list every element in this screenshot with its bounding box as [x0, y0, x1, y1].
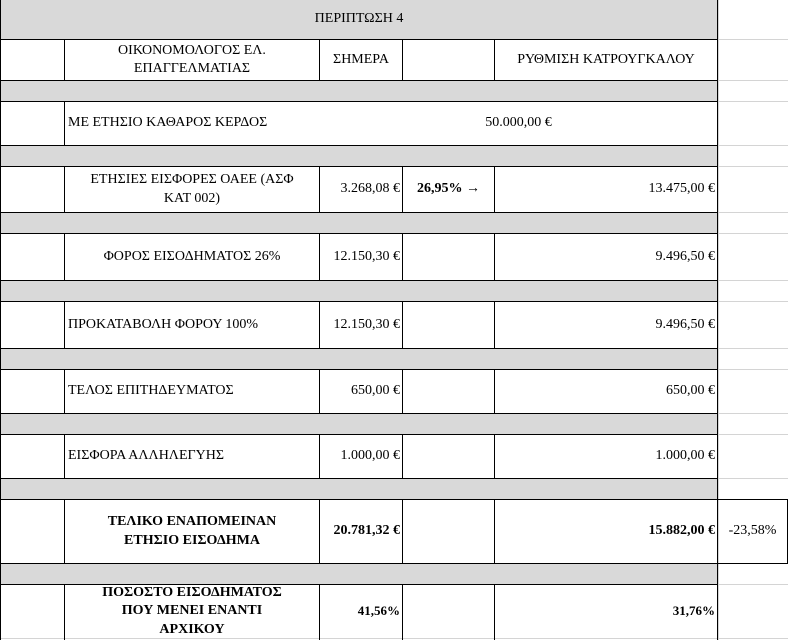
row-label-oaee: ΕΤΗΣΙΕΣ ΕΙΣΦΟΡΕΣ ΟΑΕΕ (ΑΣΦ ΚΑΤ 002) — [90, 172, 294, 206]
row-reform-business-fee: 650,00 € — [666, 383, 715, 399]
row-label-solidarity: ΕΙΣΦΟΡΑ ΑΛΛΗΛΕΓΥΗΣ — [68, 448, 224, 464]
separator-row — [0, 413, 718, 434]
separator-row — [0, 478, 718, 499]
row-reform-solidarity: 1.000,00 € — [655, 448, 715, 464]
row-today-income-tax: 12.150,30 € — [333, 248, 400, 264]
final-label: ΤΕΛΙΚΟ ΕΝΑΠΟΜΕΙΝΑΝ ΕΤΗΣΙΟ ΕΙΣΟΔΗΜΑ — [107, 514, 277, 548]
separator-row — [0, 145, 718, 166]
row-reform-income-tax: 9.496,50 € — [655, 248, 715, 264]
row-label-prepayment: ΠΡΟΚΑΤΑΒΟΛΗ ΦΟΡΟΥ 100% — [68, 316, 259, 332]
separator-row — [0, 280, 718, 301]
table-title: ΠΕΡΙΠΤΩΣΗ 4 — [314, 11, 404, 27]
header-reform: ΡΥΘΜΙΣΗ ΚΑΤΡΟΥΓΚΑΛΟΥ — [517, 51, 695, 67]
row-today-prepayment: 12.150,30 € — [333, 316, 400, 332]
row-reform-oaee: 13.475,00 € — [648, 181, 715, 197]
row-note-oaee: 26,95% → — [417, 181, 480, 197]
percent-today: 41,56% — [357, 603, 400, 619]
row-today-oaee: 3.268,08 € — [340, 181, 400, 197]
row-reform-prepayment: 9.496,50 € — [655, 316, 715, 332]
row-today-solidarity: 1.000,00 € — [340, 448, 400, 464]
header-today: ΣΗΜΕΡΑ — [333, 51, 389, 67]
separator-row — [0, 563, 718, 584]
percent-label: ΠΟΣΟΣΤΟ ΕΙΣΟΔΗΜΑΤΟΣ ΠΟΥ ΜΕΝΕΙ ΕΝΑΝΤΙ ΑΡΧΙΚΟΥ — [102, 585, 282, 637]
final-today: 20.781,32 € — [333, 523, 400, 539]
final-change: -23,58% — [728, 523, 777, 539]
row-today-business-fee: 650,00 € — [351, 383, 400, 399]
income-value: 50.000,00 € — [485, 115, 552, 131]
row-label-income-tax: ΦΟΡΟΣ ΕΙΣΟΔΗΜΑΤΟΣ 26% — [103, 248, 281, 264]
separator-row — [0, 348, 718, 369]
separator-row — [0, 80, 718, 101]
percent-reform: 31,76% — [672, 603, 715, 619]
row-label-business-fee: ΤΕΛΟΣ ΕΠΙΤΗΔΕΥΜΑΤΟΣ — [68, 383, 234, 399]
separator-row — [0, 212, 718, 233]
header-profession: ΟΙΚΟΝΟΜΟΛΟΓΟΣ ΕΛ. ΕΠΑΓΓΕΛΜΑΤΙΑΣ — [118, 42, 266, 76]
income-label: ΜΕ ΕΤΗΣΙΟ ΚΑΘΑΡΟΣ ΚΕΡΔΟΣ — [68, 115, 268, 131]
final-reform: 15.882,00 € — [648, 523, 715, 539]
